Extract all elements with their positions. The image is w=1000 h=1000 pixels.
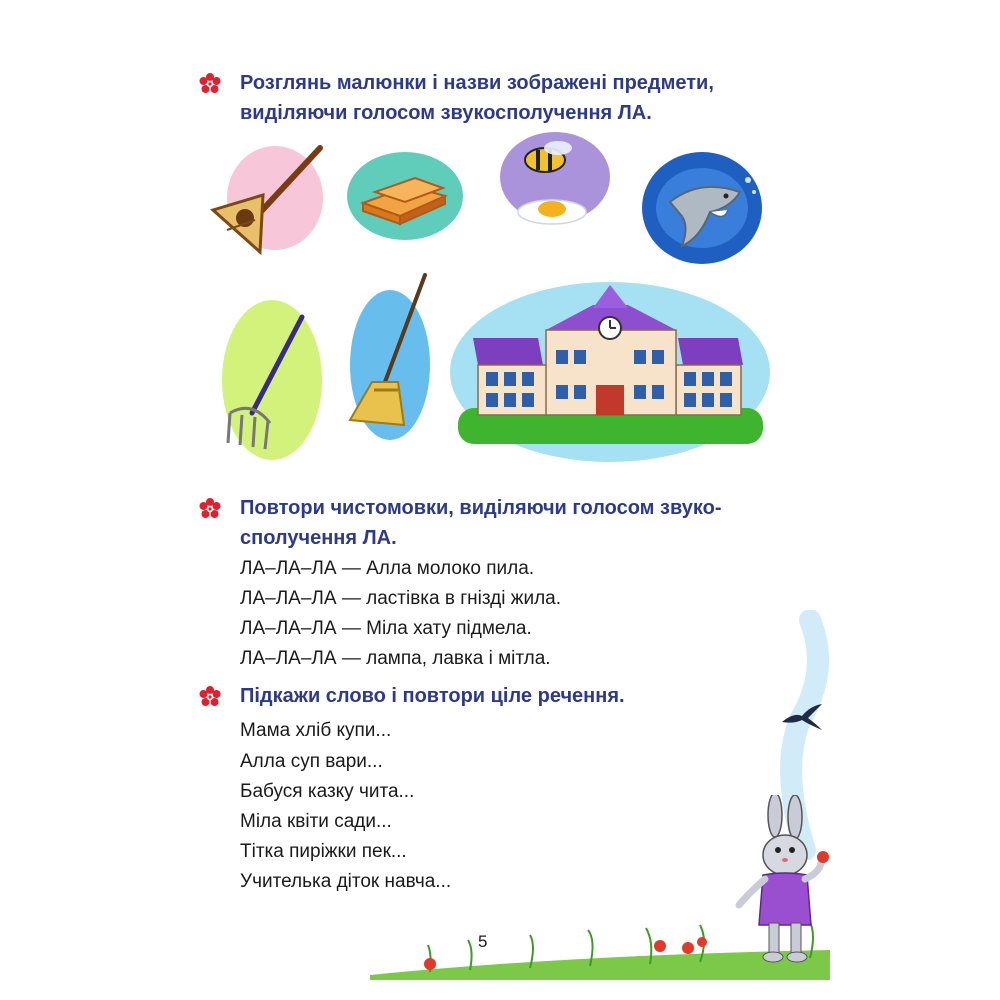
sentence-line: Алла суп вари... bbox=[240, 751, 383, 772]
page-number: 5 bbox=[478, 932, 488, 951]
section2-heading-line1: Повтори чистомовки, виділяючи голосом звуко- bbox=[240, 497, 722, 519]
flower-bullet-icon bbox=[199, 686, 221, 708]
sentence-line: Міла квіти сади... bbox=[240, 811, 392, 832]
school-icon bbox=[448, 280, 773, 465]
bee-flower-icon bbox=[490, 132, 615, 232]
tongue-twister-line: ЛА–ЛА–ЛА — ластівка в гнізді жила. bbox=[240, 588, 562, 609]
swallow-icon bbox=[780, 702, 825, 732]
tongue-twister-line: ЛА–ЛА–ЛА — Алла молоко пила. bbox=[240, 558, 535, 579]
shark-icon bbox=[640, 150, 770, 268]
broom-icon bbox=[340, 270, 440, 440]
pitchfork-icon bbox=[210, 295, 330, 465]
balalaika-icon bbox=[205, 140, 330, 255]
section1-heading: Розглянь малюнки і назви зображені предмети, виділяючи голосом звукосполучення ЛА. bbox=[240, 72, 714, 124]
tongue-twister-line: ЛА–ЛА–ЛА — Міла хату підмела. bbox=[240, 618, 532, 639]
sentence-line: Учителька діток навча... bbox=[240, 871, 452, 892]
sentence-line: Бабуся казку чита... bbox=[240, 781, 415, 802]
bunny-icon bbox=[735, 795, 835, 970]
bricks-icon bbox=[345, 148, 465, 243]
flower-bullet-icon bbox=[199, 498, 221, 520]
sentence-line: Тітка пиріжки пек... bbox=[240, 841, 407, 862]
sentence-line: Мама хліб купи... bbox=[240, 720, 392, 741]
tongue-twister-line: ЛА–ЛА–ЛА — лампа, лавка і мітла. bbox=[240, 648, 551, 669]
section3-heading: Підкажи слово і повтори ціле речення. bbox=[240, 685, 625, 707]
section2-heading-line2: сполучення ЛА. bbox=[240, 527, 397, 549]
flower-bullet-icon bbox=[199, 73, 221, 95]
